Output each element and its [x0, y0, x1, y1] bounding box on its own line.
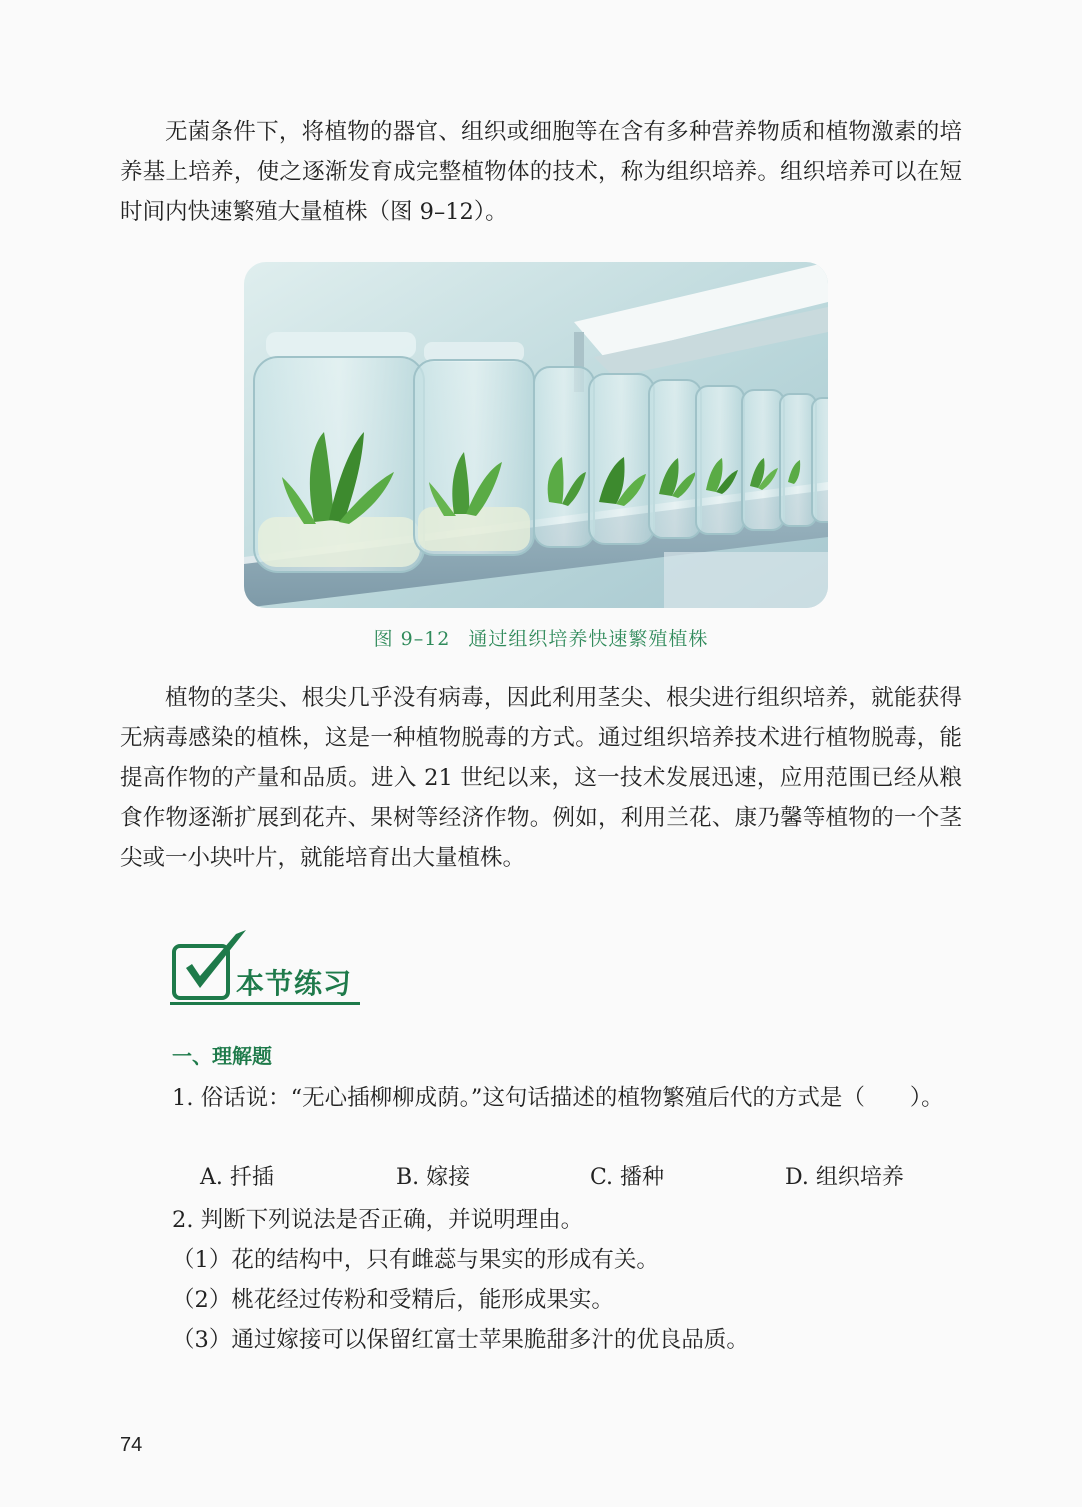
exercise-title: 本节练习 — [236, 967, 353, 1000]
question-2-item-1: （1）花的结构中，只有雌蕊与果实的形成有关。 — [172, 1247, 659, 1273]
question-2-item-2: （2）桃花经过传粉和受精后，能形成果实。 — [172, 1287, 614, 1313]
option-c: C. 播种 — [590, 1165, 665, 1190]
option-d: D. 组织培养 — [785, 1165, 904, 1190]
option-a: A. 扦插 — [200, 1165, 274, 1190]
question-2-item-3: （3）通过嫁接可以保留红富士苹果脆甜多汁的优良品质。 — [172, 1327, 749, 1353]
page-number: 74 — [120, 1434, 143, 1456]
tissue-culture-photo — [244, 262, 828, 608]
exercise-title-rule — [170, 1002, 360, 1005]
figure-caption-text: 通过组织培养快速繁殖植株 — [468, 628, 709, 650]
question-2: 2. 判断下列说法是否正确，并说明理由。 — [172, 1207, 584, 1233]
body-paragraph-2: 植物的茎尖、根尖几乎没有病毒，因此利用茎尖、根尖进行组织培养，就能获得无病毒感染的植株，这是一种植物脱毒的方式。通过组织培养技术进行植物脱毒，能提高作物的产量和品质。进入 21 世纪以来，这一技术发展迅速，应用范围已经从粮食作物逐渐扩展到花卉、果树等经济作物。例如，利用兰花、康乃馨等植物的一个茎尖或一小块叶片，就能培育出大量植株。 — [120, 685, 962, 871]
option-b: B. 嫁接 — [396, 1165, 471, 1190]
question-1: 1. 俗话说：“无心插柳柳成荫。”这句话描述的植物繁殖后代的方式是（ ）。 — [172, 1085, 944, 1111]
body-paragraph-1: 无菌条件下，将植物的器官、组织或细胞等在含有多种营养物质和植物激素的培养基上培养，使之逐渐发育成完整植物体的技术，称为组织培养。组织培养可以在短时间内快速繁殖大量植株（图 9–12）。 — [120, 119, 962, 225]
question-1-options — [200, 1158, 960, 1198]
figure-number: 图 9–12 — [373, 628, 451, 650]
figure-caption — [0, 624, 1082, 651]
exercise-section-heading: 一、理解题 — [172, 1044, 272, 1068]
